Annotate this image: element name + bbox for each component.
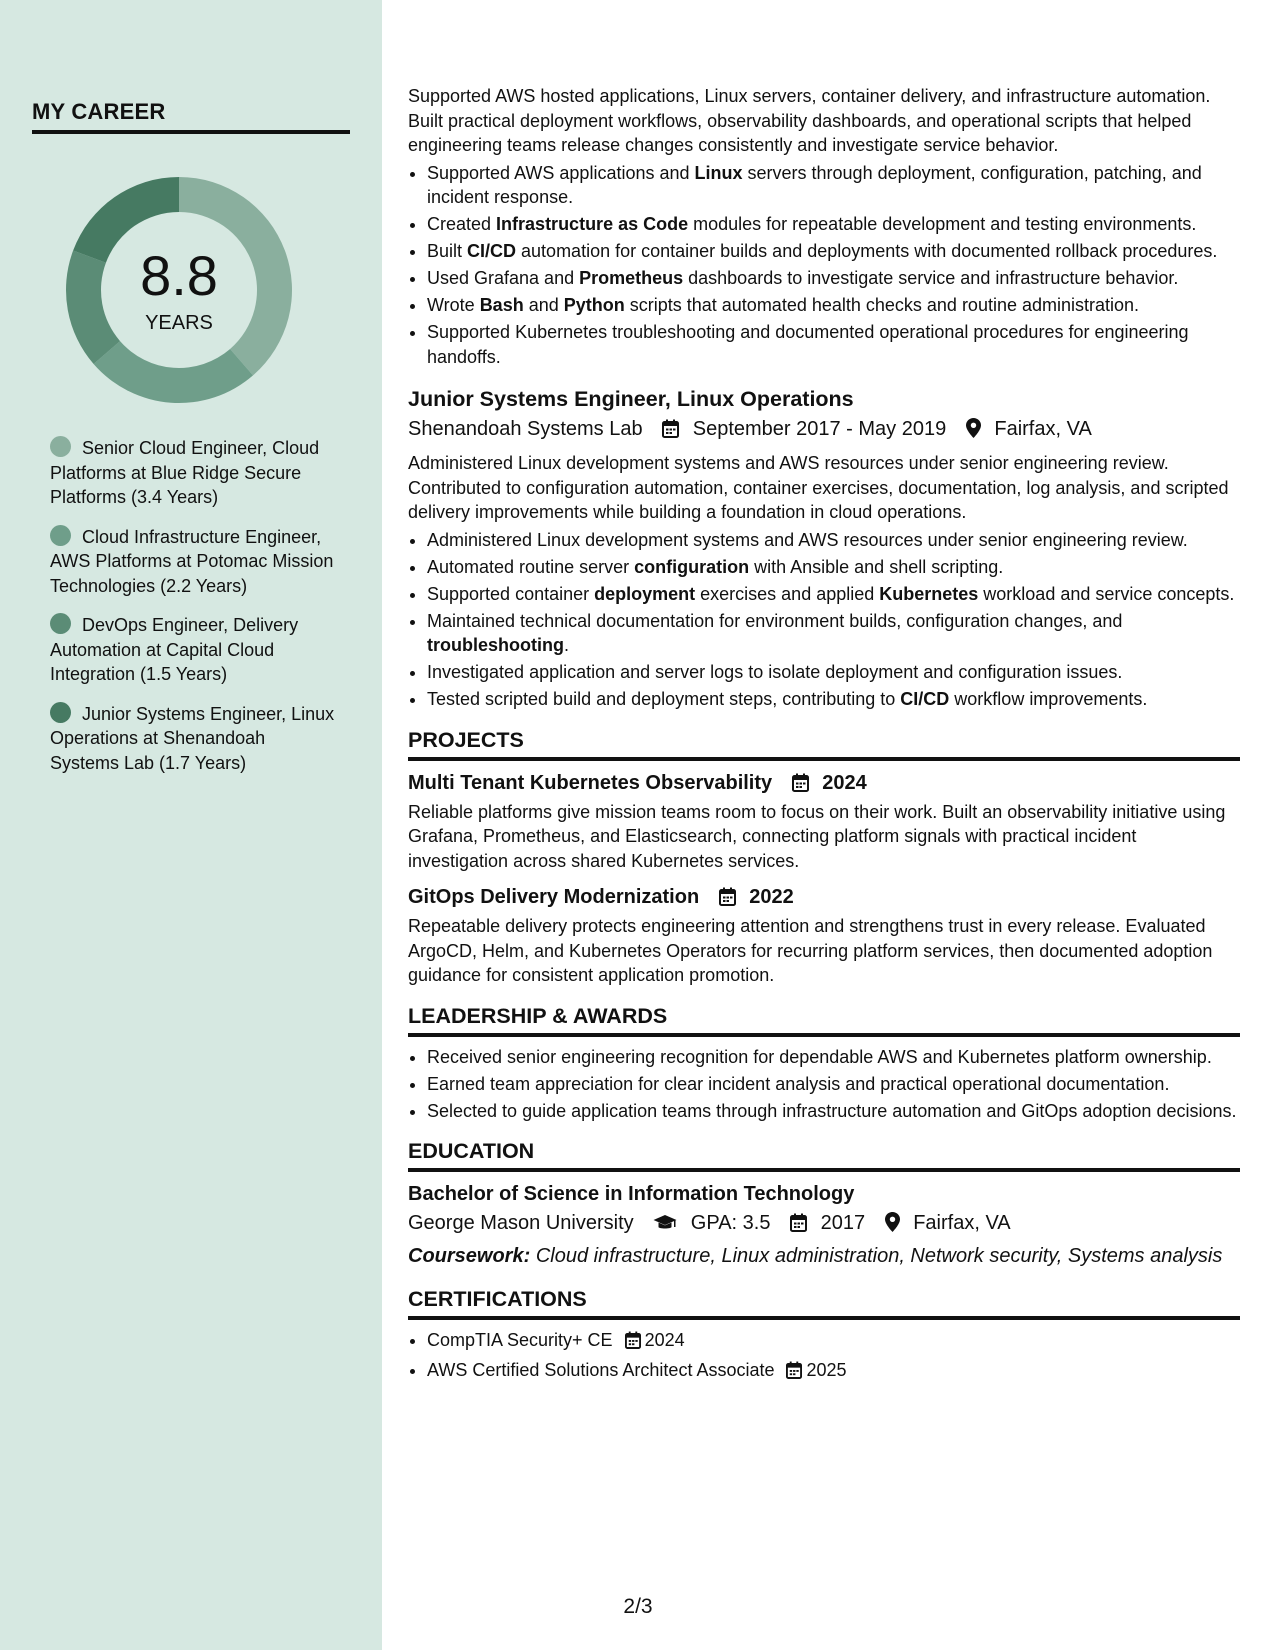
coursework-label: Coursework: [408, 1245, 531, 1267]
bullet-item: • Wrote Bash and Python scripts that automated health checks and routine administration. [427, 293, 1240, 318]
education-meta [408, 1208, 1240, 1241]
certification-name: CompTIA Security+ CE [427, 1330, 613, 1350]
legend-item [50, 436, 335, 510]
legend-dot-icon [50, 613, 71, 634]
legend-label: DevOps Engineer, Delivery Automation at Capital Cloud Integration (1.5 Years) [50, 615, 299, 684]
awards-list [408, 1045, 1240, 1124]
legend-item [50, 613, 335, 687]
project-year: 2024 [822, 771, 867, 794]
total-years-value: 8.8 [140, 244, 218, 307]
education-location: Fairfax, VA [913, 1212, 1011, 1234]
page-number: 2/3 [623, 1595, 653, 1618]
bullet-item: • Administered Linux development systems and AWS resources under senior engineering review. [427, 528, 1240, 553]
donut-segment-2 [94, 341, 253, 403]
projects-heading: PROJECTS [408, 728, 1240, 761]
project-title: GitOps Delivery Modernization [408, 886, 700, 908]
certification-year: 2024 [644, 1330, 685, 1350]
education-year: 2017 [820, 1212, 866, 1234]
certifications-heading: CERTIFICATIONS [408, 1287, 1240, 1320]
bullet-item: • Built CI/CD automation for container builds and deployments with documented rollback procedures. [427, 239, 1240, 264]
calendar-icon [662, 417, 679, 447]
project-item [408, 769, 1240, 874]
calendar-icon [786, 1361, 802, 1386]
bullet-item: • Supported Kubernetes troubleshooting and documented operational procedures for engineering handoffs. [427, 320, 1240, 369]
location-pin-icon [966, 417, 981, 447]
prev-job-bullets [408, 161, 1240, 370]
award-item: • Selected to guide application teams through infrastructure automation and GitOps adoption decisions. [427, 1099, 1240, 1124]
certification-item [427, 1328, 1240, 1356]
legend-dot-icon [50, 436, 71, 457]
legend-label: Cloud Infrastructure Engineer, AWS Platforms at Potomac Mission Technologies (2.2 Years) [50, 526, 334, 596]
education-coursework [408, 1241, 1240, 1271]
legend-item [50, 525, 335, 599]
education-school: George Mason University [408, 1212, 634, 1234]
project-description: Reliable platforms give mission teams room to focus on their work. Built an observability initiative using Grafana, Prometheus, and Elasticsearch, connecting platform signals with practical incident investigation across shared Kubernetes services. [408, 801, 1226, 871]
prev-job-summary: Supported AWS hosted applications, Linux servers, container delivery, and infrastructure automation. Built practical deployment workflows, observability dashboards, and operational scripts that helped engineering teams release changes consistently and investigate service behavior. [408, 86, 1211, 155]
education-gpa: GPA: 3.5 [690, 1212, 771, 1234]
career-legend [50, 436, 335, 790]
bullet-item: • Supported AWS applications and Linux servers through deployment, configuration, patching, and incident response. [427, 161, 1240, 210]
job-meta [408, 414, 1240, 447]
calendar-icon [625, 1331, 641, 1356]
job-bullets [408, 528, 1240, 712]
job-location: Fairfax, VA [994, 418, 1092, 440]
certification-name: AWS Certified Solutions Architect Associate [427, 1360, 775, 1380]
location-pin-icon [885, 1211, 900, 1241]
legend-dot-icon [50, 525, 71, 546]
calendar-icon [719, 886, 736, 914]
project-year: 2022 [749, 886, 794, 908]
job-company: Shenandoah Systems Lab [408, 418, 643, 440]
job-title: Junior Systems Engineer, Linux Operations [408, 387, 854, 411]
legend-item [50, 702, 335, 776]
coursework-text: Cloud infrastructure, Linux administration, Network security, Systems analysis [535, 1245, 1223, 1267]
bullet-item: • Investigated application and server logs to isolate deployment and configuration issues. [427, 660, 1240, 685]
project-description: Repeatable delivery protects engineering attention and strengthens trust in every release. Evaluated ArgoCD, Helm, and Kubernetes Operators for recurring platform services, then documented adoption guidance for consistent application promotion. [408, 916, 1213, 985]
total-years-unit: YEARS [145, 312, 213, 334]
bullet-item: • Created Infrastructure as Code modules for repeatable development and testing environments. [427, 212, 1240, 237]
certifications-list [408, 1328, 1240, 1386]
graduation-cap-icon [653, 1211, 677, 1241]
award-item: • Received senior engineering recognition for dependable AWS and Kubernetes platform ownership. [427, 1045, 1240, 1070]
project-title-row [408, 769, 1240, 800]
bullet-item: • Supported container deployment exercises and applied Kubernetes workload and service concepts. [427, 582, 1240, 607]
bullet-item: • Maintained technical documentation for environment builds, configuration changes, and troubleshooting. [427, 609, 1240, 658]
legend-label: Senior Cloud Engineer, Cloud Platforms at Blue Ridge Secure Platforms (3.4 Years) [50, 438, 320, 507]
education-heading: EDUCATION [408, 1139, 1240, 1172]
job-summary: Administered Linux development systems and AWS resources under senior engineering review. Contributed to configuration automation, container exercises, documentation, log analysis, and scripted delivery improvements while building a foundation in cloud operations. [408, 453, 1229, 522]
calendar-icon [790, 1211, 807, 1241]
project-title: Multi Tenant Kubernetes Observability [408, 771, 773, 794]
sidebar [0, 0, 382, 1650]
project-item [408, 883, 1240, 988]
certification-year: 2025 [806, 1360, 847, 1380]
main-content [408, 84, 1240, 1388]
award-item: • Earned team appreciation for clear incident analysis and practical operational documentation. [427, 1072, 1240, 1097]
bullet-item: • Tested scripted build and deployment steps, contributing to CI/CD workflow improvements. [427, 687, 1240, 712]
awards-heading: LEADERSHIP & AWARDS [408, 1004, 1240, 1037]
calendar-icon [792, 772, 809, 800]
bullet-item: • Used Grafana and Prometheus dashboards to investigate service and infrastructure behavior. [427, 266, 1240, 291]
career-heading: MY CAREER [32, 99, 350, 134]
certification-item [427, 1358, 1240, 1386]
education-degree: Bachelor of Science in Information Technology [408, 1183, 855, 1205]
career-donut-chart [64, 175, 294, 405]
legend-dot-icon [50, 702, 71, 723]
project-title-row [408, 883, 1240, 914]
job-dates: September 2017 - May 2019 [692, 418, 947, 440]
legend-label: Junior Systems Engineer, Linux Operations at Shenandoah Systems Lab (1.7 Years) [50, 703, 335, 773]
bullet-item: • Automated routine server configuration with Ansible and shell scripting. [427, 555, 1240, 580]
